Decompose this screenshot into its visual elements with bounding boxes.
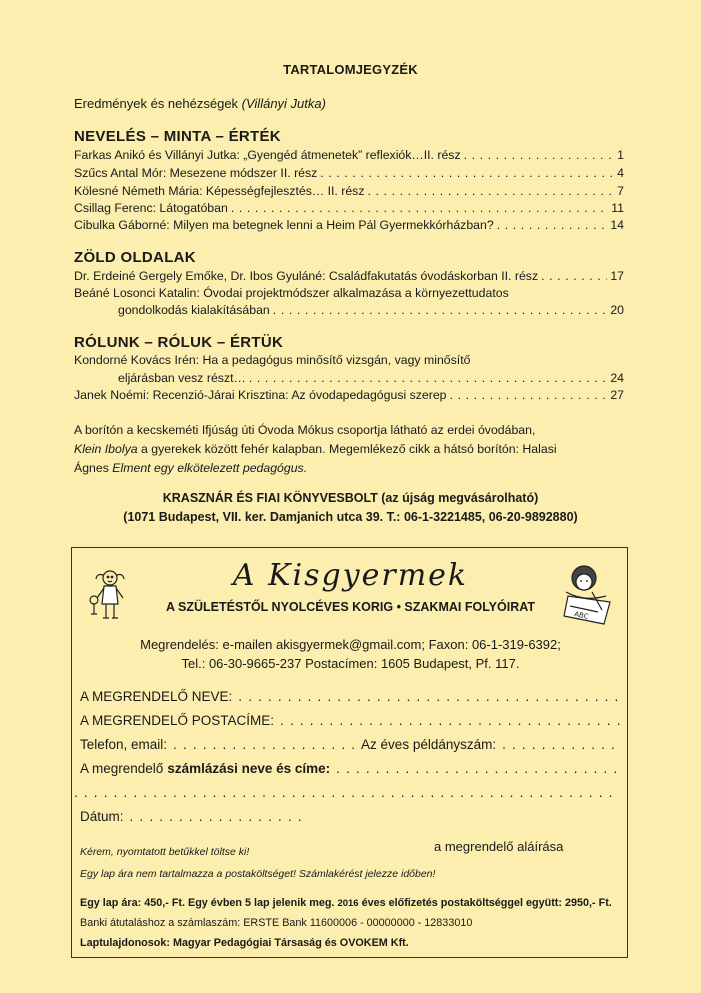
toc-entry-text: Farkas Anikó és Villányi Jutka: „Gyengéd átmenetek” reflexiók…II. rész <box>74 148 461 162</box>
order-contact-line: Megrendelés: e-mailen akisgyermek@gmail.com; Faxon: 06-1-319-6392; <box>140 637 561 652</box>
fill-line <box>336 761 621 776</box>
toc-entry <box>74 183 624 199</box>
intro-author: (Villányi Jutka) <box>241 96 326 111</box>
magazine-brand: A Kisgyermek <box>232 558 469 593</box>
fill-line <box>173 737 361 752</box>
section-heading-neveles: NEVELÉS – MINTA – ÉRTÉK <box>74 128 281 145</box>
bookshop-address: (1071 Budapest, VII. ker. Damjanich utca 39. T.: 06-1-3221485, 06-20-9892880) <box>123 510 578 524</box>
cover-note-text: A borítón a kecskeméti Ifjúság úti Óvoda Mókus csoportja látható az erdei óvodában, <box>74 423 536 437</box>
leader-dots <box>464 147 615 163</box>
field-orderer-name[interactable] <box>80 689 621 704</box>
signature-label: a megrendelő aláírása <box>434 839 564 854</box>
svg-text:ABC: ABC <box>573 610 590 621</box>
cover-note-text: Ágnes <box>74 461 113 475</box>
toc-entry-text: Kondorné Kovács Irén: Ha a pedagógus minősítő vizsgán, vagy minősítő <box>74 353 471 367</box>
order-form <box>71 547 628 958</box>
leader-dots <box>273 302 608 318</box>
price-line <box>80 897 612 909</box>
order-contact-line: Tel.: 06-30-9665-237 Postacímen: 1605 Budapest, Pf. 117. <box>181 656 520 671</box>
price-text: Egy lap ára: 450,- Ft. Egy évben 5 lap jelenik meg. <box>80 897 335 909</box>
toc-entry-text: Dr. Erdeiné Gergely Emőke, Dr. Ibos Gyuláné: Családfakutatás óvodáskorban II. rész <box>74 269 539 283</box>
toc-entry-text: Csillag Ferenc: Látogatóban <box>74 201 228 215</box>
field-label: Telefon, email: <box>80 737 168 752</box>
field-label: A MEGRENDELŐ NEVE: <box>80 689 233 704</box>
print-note: Kérem, nyomtatott betűkkel töltse ki! <box>80 846 250 858</box>
cover-note-text: a gyerekek között fehér kalapban. Megemlékező cikk a hátsó borítón: Halasi <box>137 442 557 456</box>
price-year: 2016 <box>337 898 359 909</box>
toc-entry-text: Beáné Losonci Katalin: Óvodai projektmódszer alkalmazása a környezettudatos <box>74 286 509 300</box>
toc-entry <box>74 268 624 284</box>
leader-dots <box>450 387 608 403</box>
field-orderer-address[interactable] <box>80 713 621 728</box>
price-note: Egy lap ára nem tartalmazza a postaköltséget! Számlakérést jelezze időben! <box>80 868 436 880</box>
cover-note-name: Klein Ibolya <box>74 442 138 456</box>
section-heading-rolunk: RÓLUNK – RÓLUK – ÉRTÜK <box>74 334 284 351</box>
fill-line <box>74 785 615 800</box>
fill-line <box>280 713 621 728</box>
toc-entry-text: Szűcs Antal Mór: Mesezene módszer II. rész <box>74 166 318 180</box>
toc-entry <box>74 387 624 403</box>
leader-dots <box>541 268 607 284</box>
toc-entry-text: Cibulka Gáborné: Milyen ma betegnek lenni a Heim Pál Gyermekkórházban? <box>74 218 494 232</box>
toc-entry-text: Janek Noémi: Recenzió-Járai Krisztina: Az óvodapedagógusi szerep <box>74 388 447 402</box>
toc-entry-page: 1 <box>617 148 624 162</box>
toc-entry-page: 24 <box>610 371 624 385</box>
leader-dots <box>231 200 608 216</box>
price-text: éves előfizetés postaköltséggel együtt: 2950,- Ft. <box>361 897 612 909</box>
field-date[interactable] <box>80 809 621 824</box>
intro-text: Eredmények és nehézségek <box>74 96 242 111</box>
toc-entry-page: 4 <box>617 166 624 180</box>
toc-entry-text: Kölesné Németh Mária: Képességfejlesztés… II. rész <box>74 184 365 198</box>
toc-entry-text-cont: eljárásban vesz részt… <box>118 371 246 385</box>
field-label: Dátum: <box>80 809 124 824</box>
owners-line: Laptulajdonosok: Magyar Pedagógiai Társaság és OVOKEM Kft. <box>80 937 409 949</box>
toc-entry <box>74 200 624 216</box>
toc-entry-text-cont: gondolkodás kialakításában <box>118 303 270 317</box>
field-label: A MEGRENDELŐ POSTACÍME: <box>80 713 275 728</box>
toc-intro <box>74 96 326 111</box>
toc-entry <box>74 165 624 181</box>
leader-dots <box>249 370 608 386</box>
fill-line <box>238 689 621 704</box>
section-heading-zold: ZÖLD OLDALAK <box>74 249 196 266</box>
toc-entry <box>74 147 624 163</box>
toc-entry-page: 14 <box>610 218 624 232</box>
toc-entry-page: 7 <box>617 184 624 198</box>
magazine-tagline: A SZÜLETÉSTŐL NYOLCÉVES KORIG • SZAKMAI FOLYÓIRAT <box>166 600 535 614</box>
toc-entry-page: 11 <box>611 201 624 215</box>
leader-dots <box>367 183 614 199</box>
field-billing[interactable] <box>80 761 621 776</box>
leader-dots <box>320 165 614 181</box>
field-label: Az éves példányszám: <box>361 737 497 752</box>
toc-entry <box>118 302 624 318</box>
toc-entry <box>118 370 624 386</box>
fill-line <box>130 809 306 824</box>
field-label-bold: számlázási neve és címe: <box>167 761 331 776</box>
toc-entry-page: 20 <box>610 303 624 317</box>
toc-entry <box>74 217 624 233</box>
toc-entry-page: 27 <box>610 388 624 402</box>
fill-line <box>502 737 621 752</box>
cover-note <box>74 421 634 478</box>
field-billing-cont[interactable] <box>74 785 615 800</box>
bank-account-line: Banki átutaláshoz a számlaszám: ERSTE Bank 11600006 - 00000000 - 12833010 <box>80 917 473 929</box>
leader-dots <box>497 217 608 233</box>
bookshop-line: KRASZNÁR ÉS FIAI KÖNYVESBOLT (az újság megvásárolható) <box>162 491 539 505</box>
toc-entry-page: 17 <box>610 269 624 283</box>
cover-note-title: Elment egy elkötelezett pedagógus. <box>112 461 308 475</box>
field-phone-email[interactable] <box>80 737 621 752</box>
toc-title: TARTALOMJEGYZÉK <box>283 62 418 77</box>
field-label: A megrendelő <box>80 761 164 776</box>
